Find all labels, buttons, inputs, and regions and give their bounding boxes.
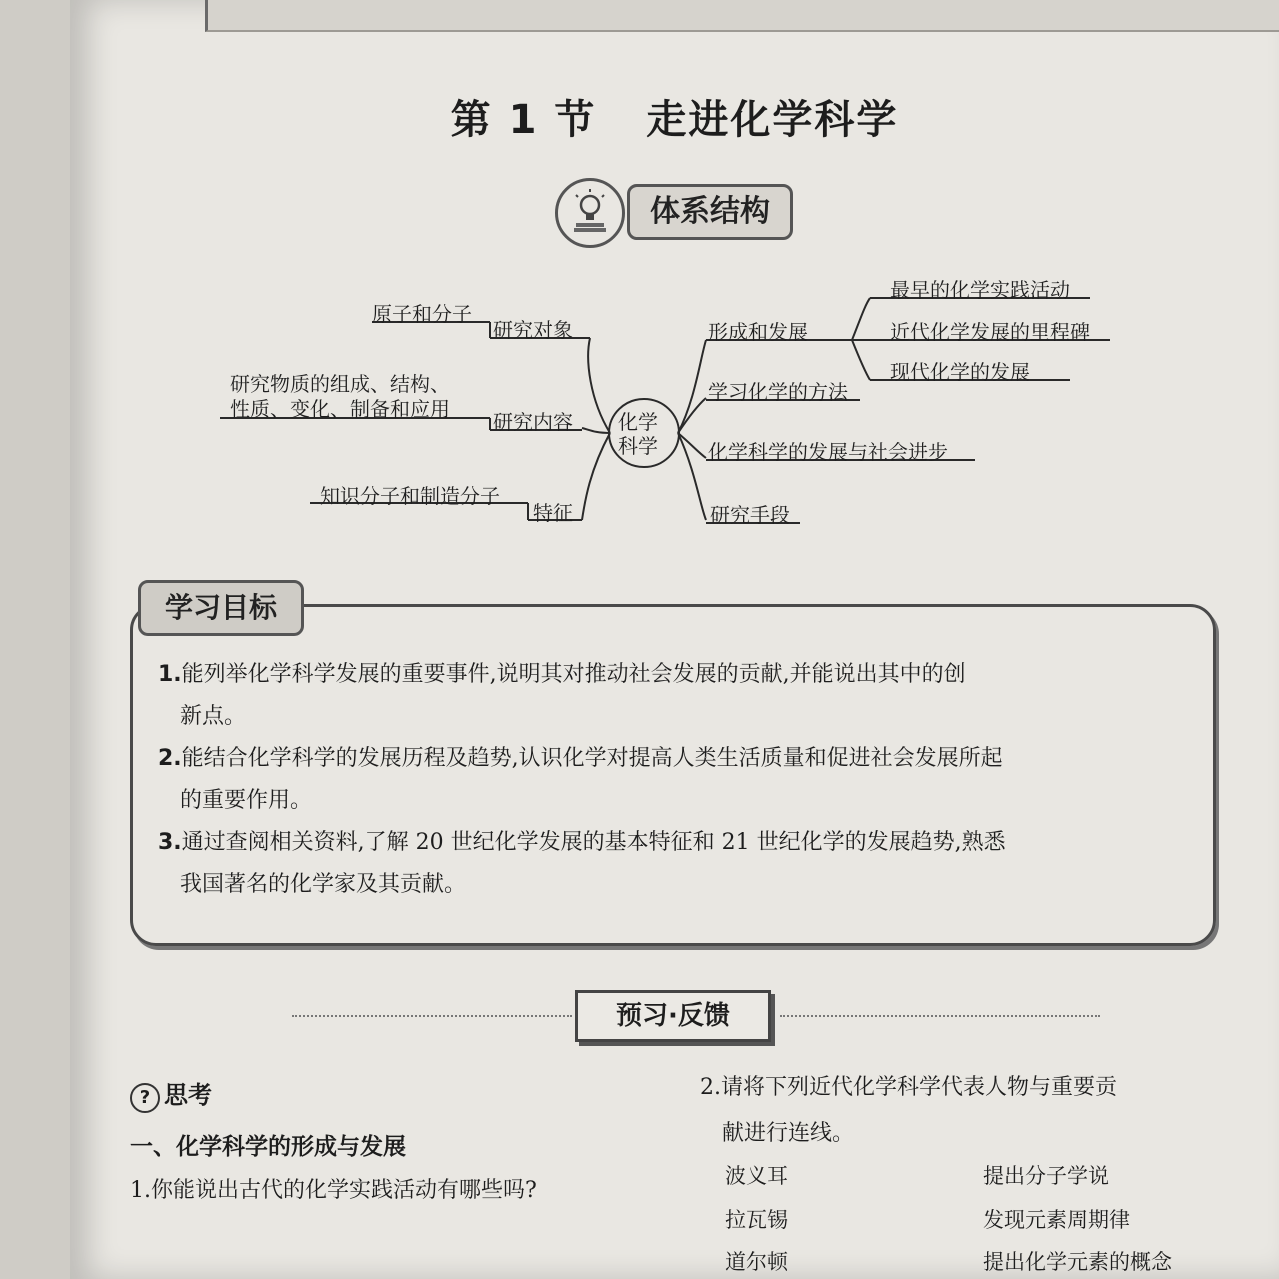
detail-content-line2: 性质、变化、制备和应用: [230, 397, 450, 421]
goal-text-cont: 新点。: [180, 704, 247, 729]
branch-research-content: 研究内容: [493, 410, 573, 434]
structure-label: 体系结构: [627, 184, 793, 240]
question-icon: ?: [130, 1083, 160, 1113]
contribution-1: 提出分子学说: [983, 1164, 1109, 1188]
section-heading: 一、化学科学的形成与发展: [130, 1134, 406, 1160]
goal-num: 1.: [158, 662, 182, 687]
textbook-page: [70, 0, 1279, 1279]
center-line1: 化学: [618, 410, 658, 434]
goals-list: [158, 654, 1188, 906]
mindmap-center: [618, 410, 658, 458]
center-line2: 科学: [618, 434, 658, 458]
goal-item: [158, 822, 1188, 906]
think-heading: [130, 1075, 212, 1113]
section-number: 第 1 节: [450, 97, 597, 143]
preview-tag: 预习·反馈: [575, 990, 771, 1042]
detail-content-line1: 研究物质的组成、结构、: [230, 372, 450, 396]
branch-formation: 形成和发展: [708, 320, 808, 344]
q2-line2: 献进行连线。: [722, 1121, 855, 1146]
goal-text: 能列举化学科学发展的重要事件,说明其对推动社会发展的贡献,并能说出其中的创: [181, 662, 966, 687]
branch-feature: 特征: [533, 501, 573, 525]
contribution-3: 提出化学元素的概念: [983, 1250, 1172, 1274]
goal-item: [158, 738, 1188, 822]
think-label: 思考: [164, 1081, 212, 1109]
goal-text-cont: 的重要作用。: [180, 788, 313, 813]
goal-item: [158, 654, 1188, 738]
goals-tag: 学习目标: [138, 580, 304, 636]
detail-feature: 知识分子和制造分子: [320, 484, 500, 508]
goal-num: 3.: [158, 830, 182, 855]
section-name: 走进化学科学: [646, 97, 899, 143]
branch-method: 学习化学的方法: [708, 380, 848, 404]
goal-text: 能结合化学科学的发展历程及趋势,认识化学对提高人类生活质量和促进社会发展所起: [181, 746, 1003, 771]
branch-society: 化学科学的发展与社会进步: [708, 440, 948, 464]
contribution-2: 发现元素周期律: [983, 1208, 1130, 1232]
goal-text: 通过查阅相关资料,了解 20 世纪化学发展的基本特征和 21 世纪化学的发展趋势,熟悉: [181, 830, 1006, 855]
child-milestone: 近代化学发展的里程碑: [890, 320, 1090, 344]
person-1: 波义耳: [725, 1164, 788, 1188]
goal-text-cont: 我国著名的化学家及其贡献。: [180, 872, 467, 897]
person-2: 拉瓦锡: [725, 1208, 788, 1232]
question-2: [700, 1065, 1220, 1157]
q2-line1: 2.请将下列近代化学科学代表人物与重要贡: [700, 1075, 1117, 1100]
branch-research-object: 研究对象: [493, 318, 573, 342]
detail-atoms-molecules: 原子和分子: [372, 302, 472, 326]
mindmap-lines: [70, 0, 1279, 560]
goal-num: 2.: [158, 746, 182, 771]
divider-left: [292, 1015, 572, 1017]
child-earliest: 最早的化学实践活动: [890, 278, 1070, 302]
person-3: 道尔顿: [725, 1250, 788, 1274]
child-modern: 现代化学的发展: [890, 360, 1030, 384]
question-1: 1.你能说出古代的化学实践活动有哪些吗?: [130, 1178, 537, 1203]
branch-means: 研究手段: [710, 503, 790, 527]
divider-right: [780, 1015, 1100, 1017]
